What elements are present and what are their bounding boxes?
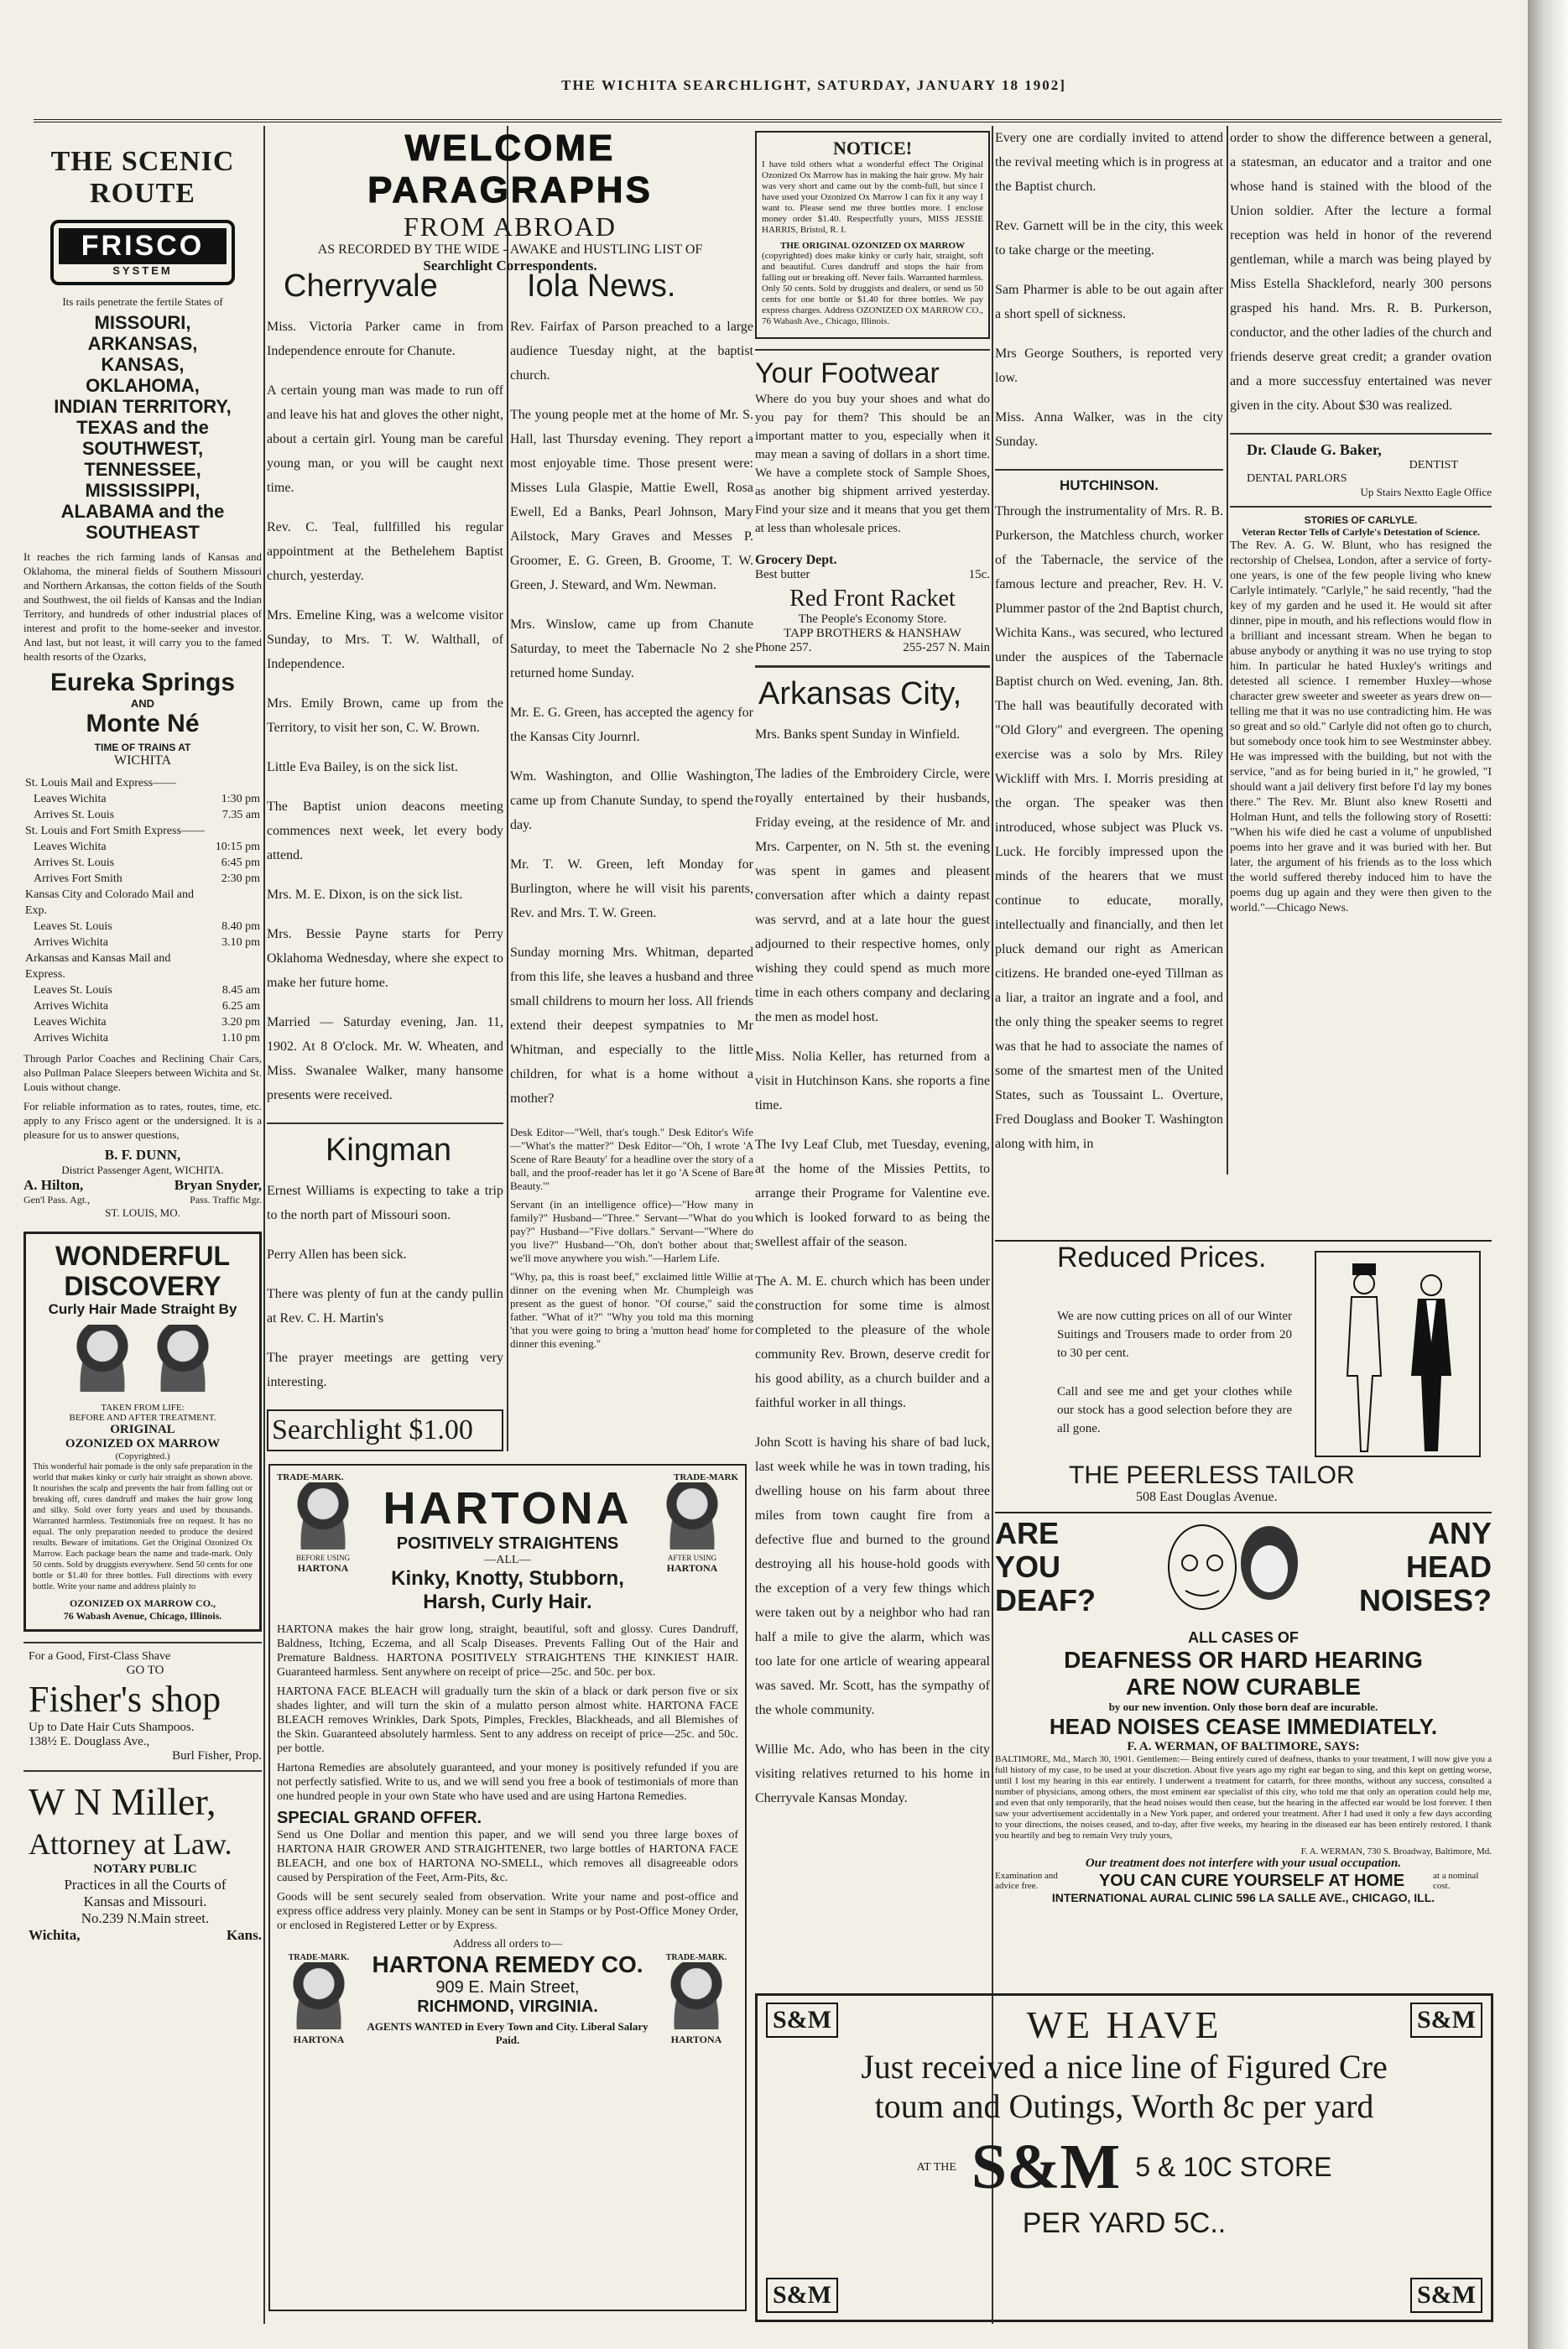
deafness-headline: DEAFNESS OR HARD HEARING [1064,1647,1423,1673]
werman-letter: BALTIMORE, Md., March 30, 1901. Gentlemen:— Being entirely cured of deafness, thanks to your treatment, I will now give you a full history of my case, to be used at your discretion. About five years ago my right ear began to sing, and this kept on getting worse, until I lost my hearing in this ear entirely. I underwent a treatment for catarrh, for three months, without any success, consulted a number of physicians, among others, the most eminent ear specialist of this city, who told me that only an operation could help me, and even that only temporarily, that the head noises would then cease, but the hearing in the affected ear would be lost forever. I then saw your advertisement accidentally in a New York paper, and ordered your treatment. After I had used it only a few days according to your directions, the noises ceased, and to-day, after five weeks, my hearing in the diseased ear has been entirely restored. I thank you heartily and beg to remain Very truly yours, [995,1754,1492,1841]
iola-para: The young people met at the home of Mr. S. Hall, last Thursday evening. They report a most enjoyable time. Those present were: Misses Lula Glaspie, Mattie Ewell, Rosa Ewell, Ed a Banks, Pearl Johnson, Mary Ailstock, Mary Graves and Messes P. Groomer, E. G. Green, B. Groome, T. W. Green, J. Steward, and Wm. Newman. [510,408,753,592]
sm-logo-corner: S&M [766,2278,838,2313]
before-portrait-image [76,1325,128,1392]
joke: Servant (in an intelligence office)—"How many in family?" Husband—"Three." Servant—"What do you pay?" Husband—"Five dollars." Servant—"Where do you live?" Husband—"Oh, don't bother about that; we'll move anywhere you wish."—Harlem Life. [510,1198,753,1264]
divider [755,349,990,351]
welcome-corr: Searchlight Correspondents. [423,258,597,273]
iola-para: Mrs. Winslow, came up from Chanute Saturday, to meet the Tabernacle No 2 she returned home Sunday. [510,617,753,680]
state-line: OKLAHOMA, [86,375,200,396]
state-line: ARKANSAS, [87,333,198,354]
cherryvale-para: Mrs. Bessie Payne starts for Perry Oklahoma Wednesday, where she expect to make her future home. [267,927,503,990]
officials [23,1177,262,1194]
we-have-title: WE HAVE [1026,2003,1222,2046]
scenic-info: For reliable information as to rates, routes, time, etc. apply to any Frisco agent or the undersigned. It is a pleasure for us to answer questions, [23,1100,262,1141]
searchlight-price: Searchlight $1.00 [267,1409,503,1451]
column-3 [510,260,753,1435]
state-line: MISSISSIPPI, [85,480,201,501]
curable-headline: ARE NOW CURABLE [1126,1674,1361,1700]
column-rule [263,126,265,2324]
discovery-title-2: DISCOVERY [64,1271,221,1301]
discovery-company: OZONIZED OX MARROW CO., [69,1597,216,1609]
stl: ST. LOUIS, MO. [105,1206,180,1219]
schedule-row: Arrives St. Louis 7.35 am [34,809,260,821]
footwear-ad: Your Footwear Where do you buy your shoes and what do you pay for them? This should be an important matter to you, especially when it may mean a saving of dollars in a short time. We have a complete stock of Sample Shoes, as another big shipment arrived yesterday. Find your size and it means that you get them at less than wholesale prices. Grocery Dept. Best butter 15c. Red Front Racket The People's Economy Store. TAPP BROTHERS & HANSHAW Phone 257. 255-257 N. Main [755,357,990,654]
state-line: INDIAN TERRITORY, [54,396,232,417]
cherryvale-para: Mrs. M. E. Dixon, is on the sick list. [267,888,463,902]
taken-from-life: TAKEN FROM LIFE: [101,1403,185,1413]
we-have-line1: Just received a nice line of Figured Cre [861,2048,1388,2086]
miller-states: Kansas and Missouri. [83,1893,207,1909]
through-cars: Through Parlor Coaches and Reclining Chair Cars, also Pullman Palace Sleepers between Wichita and St. Louis without change. [23,1052,262,1093]
state-line: TEXAS and the [76,417,209,438]
fisher-goto: GO TO [126,1664,164,1677]
masthead: THE WICHITA SEARCHLIGHT, SATURDAY, JANUARY 18 1902] [561,77,1066,93]
state-line: TENNESSEE, [84,459,201,480]
before-after-portraits [33,1325,253,1396]
snyder-title: Pass. Traffic Mgr. [190,1194,262,1206]
arkansas-para: Mrs. Banks spent Sunday in Winfield. [755,727,960,742]
divider [23,1642,262,1643]
kingman-para: There was plenty of fun at the candy pullin at Rev. C. H. Martin's [267,1287,503,1326]
hartona-company: HARTONA REMEDY CO. [372,1951,643,1977]
hartona-top: BEFORE USING HARTONA HARTONA POSITIVELY STRAIGHTENS —ALL— Kinky, Knotty, Stubborn, Harsh, Curly Hair. AFTER USING HARTONA [295,1483,718,1613]
divider [755,665,990,668]
cherryvale-para: A certain young man was made to run off and leave his hat and gloves the other night, about a certain girl. Young man be careful young man, or you will be caught next time. [267,383,503,495]
schedule-row: St. Louis Mail and Express—— [25,777,177,789]
cherryvale-para: Little Eva Bailey, is on the sick list. [267,760,458,774]
col5-para: Sam Pharmer is able to be out again after a short spell of sickness. [995,283,1223,321]
fisher-name: Fisher's shop [29,1679,221,1720]
fisher-address: 138½ E. Douglass Ave., [29,1735,150,1748]
miller-name: W N Miller, [29,1780,216,1823]
we-have-ad [755,1993,1493,2322]
sm-logo-corner: S&M [766,2003,838,2038]
schedule-row: Leaves Wichita 3.20 pm [34,1016,260,1029]
cherryvale-para: Rev. C. Teal, fullfilled his regular appointment at the Bethelehem Baptist church, yesterday. [267,520,503,583]
hutchinson-para: Through the instrumentality of Mrs. R. B. Purkerson, the Matchless church, worker of the Tabernacle, the service of the famous lecture and preacher, Rev. H. V. Plummer pastor of the 2nd Baptist church, Wichita Kans., was secured, who lectured under the auspices of the Tabernacle Baptist church on Wed. evening, Jan. 8th. The hall was beautifully decorated with "Old Glory" and evergreen. The opening exercise was a solo by Mrs. Riley Wickliff with Mrs. I. Morris presiding at the organ. The speaker was then introduced, whose subject was Pluck vs. Luck. He forcibly impressed upon the minds of the hearers that we must continue to educate, morally, intellectually and financially, and then let pluck demand our right as American citizens. He branded one-eyed Tillman as a liar, a traitor an ingrate and a fool, and the only thing the speaker seems to regret was that he had to associate the names of some of the smartest men of the United States, such as Toussaint L. Overture, Fred Douglass and Booker T. Washington along with him, in [995,504,1223,1151]
notice-ad [755,131,990,339]
we-have-line2: toum and Outings, Worth 8c per yard [874,2087,1374,2125]
state-line: SOUTHWEST, [81,438,204,459]
hartona-trademarks: TRADE-MARK. TRADE-MARK [277,1472,738,1482]
frisco-logo-text: FRISCO [59,228,227,264]
notice-title: NOTICE! [832,138,913,159]
joke: Desk Editor—"Well, that's tough." Desk Editor's Wife—"What's the matter?" Desk Editor—"Oh, I wrote 'A Scene of Rare Beauty' for a headline over the story of a ball, and the proof-reader has let it go 'A Scene of Bare Beauty.'" [510,1126,753,1192]
hartona-ad: TRADE-MARK. TRADE-MARK BEFORE USING HARTONA HARTONA POSITIVELY STRAIGHTENS —ALL— Kinky, Knotty, Stubborn, Harsh, Curly Hair. AFTER USING HARTONA HARTONA makes the hair grow long, straight, beautiful, soft and glossy. Cures Dandruff, Baldness, Itching, Eczema, and all Scalp Diseases. Prevents Falling Out of the Hair and Premature Baldness. HARTONA POSITIVELY STRAIGHTENS THE KINKIEST HAIR. Guaranteed harmless. Sent anywhere on receipt of price—25c. and 50c. per box. HARTONA FACE BLEACH will gradually turn the skin of a black or dark person five or six shades lighter, and will turn the skin of a mulatto person almost white. HARTONA FACE BLEACH removes Wrinkles, Dark Spots, Pimples, Freckles, Blackheads, and all Blemishes of the Skin. Guaranteed absolutely harmless. Sent to any address on receipt of price—25c. and 50c. per bottle. Hartona Remedies are absolutely guaranteed, and your money is positively refunded if you are not perfectly satisfied. Write to us, and we will send you free a book of testimonials of more than one hundred people in your own State who have used and are using Hartona Remedies. SPECIAL GRAND OFFER. Send us One Dollar and mention this paper, and we will send you three large boxes of HARTONA HAIR GROWER AND STRAIGHTENER, two large bottles of HARTONA FACE BLEACH, and one box of HARTONA NO-SMELL, which removes all disagreeable odors caused by Perspiration of the Feet, Arm-Pits, &c. Goods will be sent securely sealed from observation. Write your name and post-office and express office address very plainly. Money can be sent in Stamps or by Post-Office Money Order, or enclosed in Registered Letter or by Express. Address all orders to— TRADE-MARK. HARTONA HARTONA REMEDY CO. 909 E. Main Street, RICHMOND, VIRGINIA. AGENTS WANTED in Every Town and City. Liberal Salary Paid. TRADE-MARK. HARTONA [268,1464,747,2311]
hartona-title: HARTONA [383,1483,633,1534]
clinic-address: INTERNATIONAL AURAL CLINIC 596 LA SALLE AVE., CHICAGO, ILL. [1051,1891,1435,1904]
arkansas-para: Miss. Nolia Keller, has returned from a visit in Hutchinson Kans. she roports a fine time. [755,1049,990,1112]
divider [1230,506,1492,508]
schedule-row: Leaves St. Louis 8.45 am [34,984,260,997]
welcome-from: FROM ABROAD [403,211,617,242]
footwear-title: Your Footwear [755,357,940,389]
schedule-row: St. Louis and Fort Smith Express—— [25,825,205,837]
hartona-bottom: TRADE-MARK. HARTONA HARTONA REMEDY CO. 909 E. Main Street, RICHMOND, VIRGINIA. AGENTS WANTED in Every Town and City. Liberal Salary Paid. TRADE-MARK. HARTONA [288,1951,727,2046]
kingman-title: Kingman [326,1133,451,1168]
cure-home-line: Examination and advice free. YOU CAN CURE YOURSELF AT HOME at a nominal cost. [995,1871,1479,1891]
dental-location: Up Stairs Nextto Eagle Office [1360,486,1492,498]
arkansas-para: Willie Mc. Ado, who has been in the city visiting relatives returned to his home in Cherryvale Kansas Monday. [755,1742,990,1805]
schedule-row: Arkansas and Kansas Mail and Express. [25,952,171,981]
column-2 [267,260,503,1451]
column-5 [995,126,1223,1158]
store-name: 5 & 10C STORE [1135,2152,1332,2182]
notice-body2: (copyrighted) does make kinky or curly hair, straight, soft and beautiful. Cures dandruff and stops the hair from falling out or breaking off. Never fails. Warranted harmless. Only 50 cents. Sold by druggists and dealers, or send us 50 cents for one bottle or $1.40 for three bottles. We pay express charges. Address OZONIZED OX MARROW CO., 76 Wabash Ave., Chicago, Illinois. [762,251,983,326]
monte-ne: Monte Né [86,710,200,737]
fisher-services: Up to Date Hair Cuts Shampoos. [29,1721,195,1734]
sm-logo-corner: S&M [1410,2278,1482,2313]
frisco-system: SYSTEM [112,264,173,277]
column-4 [755,126,990,1938]
deaf-top [995,1517,1492,1626]
state-line: SOUTHEAST [86,522,200,543]
miller-address: No.239 N.Main street. [81,1910,210,1926]
col5-para: Mrs George Southers, is reported very low. [995,346,1223,385]
sm-logo-corner: S&M [1410,2003,1482,2038]
arkansas-para: The ladies of the Embroidery Circle, were royally entertained by their husbands, Friday eveing, at the residence of Mr. and Mrs. Carpenter, on N. 5th st. the evening was spent in games and pleasent conversation after which a dainty repast was servrd, and at a late hour the guest adjourned to their respective homes, only wishing they could spend as much more time in each others company and declaring the men as model host. [755,767,990,1024]
dentist-title: DENTIST [1409,459,1458,471]
scenic-route-ad [23,146,262,1220]
dentist-name: Dr. Claude G. Baker, [1247,441,1382,458]
fisher-prop: Burl Fisher, Prop. [172,1749,262,1763]
state-line: ALABAMA and the [60,501,225,522]
reduced-prices-ad [995,1240,1492,1513]
noises-cease: HEAD NOISES CEASE IMMEDIATELY. [1049,1714,1438,1739]
red-front-racket: Red Front Racket [789,586,956,612]
cherryvale-para: Mrs. Emily Brown, came up from the Territory, to visit her son, C. W. Brown. [267,696,503,735]
divider [1230,433,1492,435]
before-using-image [297,1482,349,1550]
schedule-row: Leaves Wichita 1:30 pm [34,793,260,805]
iola-title: Iola News. [527,268,676,304]
iola-para: Mr. E. G. Green, has accepted the agency for the Kansas City Journrl. [510,706,753,744]
notice-body: I have told others what a wonderful effect The Original Ozonized Ox Marrow has in making the hair grow. My hair was very short and came out by the comb-full, but since I have used your Ozonized Ox Marrow I can fix it any way I want to. Please send me three bottles more. I enclose money order $1.40. Respectfully yours, MISS JESSIE HARRIS, Bristol, R. I. [762,159,983,235]
schedule-row: Arrives St. Louis 6:45 pm [34,857,260,869]
hilton-name: A. Hilton, [23,1177,84,1193]
we-have-price: PER YARD 5C.. [1022,2207,1227,2239]
schedule-row: Leaves St. Louis 8.40 pm [34,920,260,933]
hartona-body1: HARTONA makes the hair grow long, straight, beautiful, soft and glossy. Cures Dandruff, Baldness, Itching, Eczema, and all Scalp Diseases. Prevents Falling Out of the Hair and Premature Baldness. HARTONA POSITIVELY STRAIGHTENS THE KINKIEST HAIR. Guaranteed harmless. Sent anywhere on receipt of price—25c. and 50c. per box. [277,1623,738,1679]
reduced-body1: We are now cutting prices on all of our Winter Suitings and Trousers made to order from 20 to 30 per cent. [1057,1310,1292,1360]
miller-ad [23,1779,262,1944]
reduced-body2: Call and see me and get your clothes while our stock has a good selection before they are all gone. [1057,1385,1292,1435]
notice-headline: THE ORIGINAL OZONIZED OX MARROW [779,241,966,251]
butter-line: Best butter 15c. [755,568,990,581]
train-schedule [23,775,262,1046]
col5-para: Rev. Garnett will be in the city, this week to take charge or the meeting. [995,219,1223,258]
cherryvale-para: Mrs. Emeline King, was a welcome visitor Sunday, to Mrs. T. W. Walthall, of Independence. [267,608,503,671]
divider [23,1770,262,1772]
before-using-image-2 [293,1962,345,2029]
after-using-image [666,1482,718,1550]
eureka-springs: Eureka Springs [49,669,236,696]
schedule-row: Arrives Wichita 1.10 pm [34,1032,260,1044]
scenic-body: It reaches the rich farming lands of Kansas and Oklahoma, the mineral fields of Southern Missouri and Northern Arkansas, the cotton fields of the South and Southwest, the oil fields of Kansas and the Indian Territory, and hundreds of other industrial places of interest and profit to the home-seeker and investor. And last, but not least, it will carry you to the famed health resorts of the Ozarks, [23,550,262,663]
divider [995,469,1223,471]
kingman-para: Ernest Williams is expecting to take a trip to the north part of Missouri soon. [267,1184,503,1222]
schedule-row: Arrives Fort Smith 2:30 pm [34,872,260,885]
rails-intro: Its rails penetrate the fertile States of [62,295,223,308]
agent-name: B. F. DUNN, [104,1147,181,1163]
scenic-title: THE SCENIC ROUTE [50,146,235,209]
time-city: WICHITA [113,753,172,768]
time-title: TIME OF TRAINS AT [94,742,191,753]
miller-state: Kans. [226,1927,262,1943]
schedule-row: Arrives Wichita 3.10 pm [34,936,260,949]
sm-logo-large: S&M [971,2132,1121,2202]
hilton-title: Gen'l Pass. Agt., [23,1194,91,1206]
hartona-body3: Hartona Remedies are absolutely guaranteed, and your money is positively refunded if you are not perfectly satisfied. Write to us, and we will send you free a book of testimonials of more than one hundred people in your own State who have used and are using Hartona Remedies. [277,1762,738,1803]
hutchinson-title: HUTCHINSON. [1059,477,1159,493]
col6-para: order to show the difference between a general, a statesman, an educator and a traitor and one whose hand is stained with the blood of the Union soldier. After the lecture a formal reception was held in honor of the reverend gentleman, while a march was being played by Miss Estella Shackleford, nearly 300 persons grasped his hand. Mrs. R. B. Purkerson, conductor, and the other ladies of the church and friends deserve great credit; a grander ovation and a more successfuy entertained was never given in the city. About $30 was realized. [1230,131,1492,413]
cherryvale-para: Married — Saturday evening, Jan. 11, 1902. At 8 O'clock. Mr. W. Wheaten, and Miss. Swanalee Walker, many hansome presents were received. [267,1015,503,1102]
schedule-row: Leaves Wichita 10:15 pm [34,841,260,853]
discovery-original: ORIGINAL [110,1423,175,1436]
tailor-address: 508 East Douglas Avenue. [1136,1490,1278,1504]
hartona-special: SPECIAL GRAND OFFER. [277,1809,482,1827]
state-line: MISSOURI, [94,312,191,333]
cherryvale-para: The Baptist union deacons meeting commences next week, let every body attend. [267,799,503,862]
before-after-label: BEFORE AND AFTER TREATMENT. [69,1413,216,1423]
miller-city-line [29,1927,262,1944]
agent-title: District Passenger Agent, WICHITA. [61,1164,224,1176]
column-6 [1230,126,1492,1158]
hartona-body2: HARTONA FACE BLEACH will gradually turn the skin of a black or dark person five or six shades lighter, and will turn the skin of a mulatto person almost white. HARTONA FACE BLEACH removes Wrinkles, Dark Spots, Pimples, Freckles, Blackheads, and all Blemishes of the Skin. Guaranteed absolutely harmless. Sent to any address on receipt of price—25c. and 50c. per bottle. [277,1685,738,1755]
welcome-header [267,128,753,274]
deaf-man-woman-image [1143,1517,1311,1626]
footwear-body: Where do you buy your shoes and what do you pay for them? This should be an important matter to you, especially when it may mean a saving of dollars in a short time. We have a complete stock of Sample Shoes, as another big shipment arrived yesterday. Find your size and it means that you get them at less than wholesale prices. [755,393,990,535]
states-list [23,312,262,543]
state-line: KANSAS, [101,354,185,375]
schedule-row: Kansas City and Colorado Mail and Exp. [25,888,195,917]
fisher-line1: For a Good, First-Class Shave [29,1650,171,1663]
official-titles [23,1194,262,1206]
miller-city: Wichita, [29,1927,81,1943]
col5-para: Miss. Anna Walker, was in the city Sunday. [995,410,1223,449]
arkansas-para: John Scott is having his share of bad luck, last week while he was in town trading, his dwelling house on his farm about three miles from town caught fire from a defective flue and burned to the ground destroying all his house-hold goods with the exception of a very few things which were taken out by a neighbor who had ran half a mile to give the alarm, which was too late for one article of wearing appearal was saved. Mr. Scott, has the sympathy of the whole community. [755,1435,990,1717]
carlyle-sub: Veteran Rector Tells of Carlyle's Detestation of Science. [1242,526,1480,538]
frisco-logo [50,220,235,285]
carlyle-title: STORIES OF CARLYLE. [1304,514,1418,526]
deaf-ad: ARE YOU DEAF? ANY HEAD NOISES? ALL CASES OF DEAFNESS OR HARD HEARING ARE NOW CURABLE by our new invention. Only those born deaf are incurable. HEAD NOISES CEASE IMMEDIATELY. F. A. WERMAN, OF BALTIMORE, SAYS: BALTIMORE, Md., March 30, 1901. Gentlemen:— Being entirely cured of deafness, thanks to your treatment, I will now give you a full history of my case, to be used at your discretion. About five years ago my right ear began to sing, and this kept on getting worse, until I lost my hearing in this ear entirely. I underwent a treatment for catarrh, for three months, without any success, consulted a number of physicians, among others, the most eminent ear specialist of this city, who told me that only an operation could help me, and even that only temporarily, that the head noises would then cease, but the hearing in the affected ear would be lost forever. I then saw your advertisement accidentally in a New York paper, and ordered your treatment. After I had used it only a few days according to your directions, the noises ceased, and to-day, after five weeks, my hearing in the diseased ear has been entirely restored. I thank you heartily and beg to remain Very truly yours, F. A. WERMAN, 730 S. Broadway, Baltimore, Md. Our treatment does not interfere with your usual occupation. Examination and advice free. YOU CAN CURE YOURSELF AT HOME at a nominal cost. INTERNATIONAL AURAL CLINIC 596 LA SALLE AVE., CHICAGO, ILL. [995,1517,1492,1904]
deaf-right-words: ANY HEAD NOISES? [1358,1517,1492,1617]
hartona-goods: Goods will be sent securely sealed from observation. Write your name and post-office and express office address very plainly. Money can be sent in Stamps or by Post-Office Money Order, or enclosed in Registered Letter or by Express. [277,1891,738,1932]
hartona-harsh: Harsh, Curly Hair. [423,1591,592,1613]
cherryvale-title: Cherryvale [284,268,438,304]
snyder-name: Bryan Snyder, [174,1177,262,1193]
fisher-shop-ad [23,1650,262,1763]
carlyle-body: The Rev. A. G. W. Blunt, who has resigned the rectorship of Chelsea, London, after a service of forty-one years, is one of the few people living who knew Carlyle intimately. "Carlyle," he said recently, "had the key of my garden and he used it. He would sit after dinner, pipe in mouth, and his reflections would flow in a brilliant and incessant stream. When he began to abuse anybody or anything it was no use trying to stop him. In particular he hated Huxley's writings and detested all science. I remember Huxley—whose character grew sweeter and sweeter as years drew on—telling me that it was no use contradicting him. He was so great and so old." Carlyle did not often go to church, but somebody once took him to see Westminster abbey. He was impressed with the building, but not with the service, "and as for being buried in it," he growled, "I should want a jail delivery first before I'd lay my bones there." The Rev. Mr. Blunt also knew Rosetti and Holman Hunt, and tells the following story of Rosetti: "When his wife died he cast a volume of unpublished poems into her grave and it was buried with her. But later, the argument of his friends as to the loss which the world suffered thereby induced him to have the poems dug up again and they were then given to the world."—Chicago News. [1230,539,1492,914]
iola-para: Rev. Fairfax of Parson preached to a large audience Tuesday night, at the baptist church. [510,320,753,383]
welcome-title: WELCOME PARAGRAPHS [367,128,653,211]
grocery-dept: Grocery Dept. [755,553,837,567]
arkansas-para: The A. M. E. church which has been under construction for some time is almost completed to the pleasure of the whole community Rev. Brown, deserve credit for his good ability, as a church builder and a faithful worker in all things. [755,1274,990,1410]
column-rule [507,126,508,1451]
arkansas-para: The Ivy Leaf Club, met Tuesday, evening, at the home of the Missies Pettits, to arrange their Programe for Valentine eve. which is looked forward to as being the swellest affair of the season. [755,1138,990,1249]
kingman-para: Perry Allen has been sick. [267,1247,407,1262]
dental-parlors: DENTAL PARLORS [1247,472,1347,485]
arkansas-title: Arkansas City, [758,676,962,711]
dentist-ad [1230,441,1492,499]
welcome-as-recorded: AS RECORDED BY THE WIDE - AWAKE and HUSTLING LIST OF [317,242,703,257]
kingman-para: The prayer meetings are getting very interesting. [267,1351,503,1389]
hartona-offer: Send us One Dollar and mention this paper, and we will send you three large boxes of HARTONA HAIR GROWER AND STRAIGHTENER, two large bottles of HARTONA FACE BLEACH, and one box of HARTONA NO-SMELL, which removes all disagreeable odors caused by Perspiration of the Feet, Arm-Pits, &c. [277,1829,738,1884]
we-have-store-line: AT THE S&M 5 & 10C STORE [916,2132,1332,2202]
miller-practices: Practices in all the Courts of [64,1877,227,1893]
masthead-rule [34,119,1502,122]
discovery-copyrighted: (Copyrighted.) [115,1451,170,1461]
discovery-body: This wonderful hair pomade is the only safe preparation in the world that makes kinky or curly hair straight as shown above. It nourishes the scalp and prevents the hair from falling out or breaking off, cures dandruff and makes the hair grow long and silky. Sold over forty years and used by thousands. Warranted harmless. Testimonials free on request. It has no equal. The only preparation needed to produce the desired results. Beware of imitations. Get the Original Ozonized Ox Marrow. Each package bears the name and trade-mark. Only 50 cents. Sold by druggists everywhere. Send 50 cents for one bottle or $1.40 for three bottles. Full directions with every bottle. Write your name and address plainly to [33,1462,253,1591]
footwear-contact: Phone 257. 255-257 N. Main [755,641,990,654]
hartona-kinky: Kinky, Knotty, Stubborn, [391,1567,624,1590]
miller-notary: NOTARY PUBLIC [93,1862,197,1876]
deaf-left-words: ARE YOU DEAF? [995,1517,1096,1617]
after-portrait-image [157,1325,209,1392]
discovery-product: OZONIZED OX MARROW [65,1437,221,1451]
iola-para: Sunday morning Mrs. Whitman, departed from this life, she leaves a husband and three small childrens to mourn her loss. All friends extend their deepest sympatnies to Mr Whitman, and especially to the little children, for what is a home without a mother? [510,945,753,1106]
after-using-image-2 [670,1962,722,2029]
schedule-row: Arrives Wichita 6.25 am [34,1000,260,1013]
miller-title: Attorney at Law. [29,1827,232,1861]
discovery-sub: Curly Hair Made Straight By [48,1301,237,1317]
column-1 [23,126,262,1944]
discovery-title-1: WONDERFUL [55,1241,230,1271]
col5-para: Every one are cordially invited to attend the revival meeting which is in progress at the Baptist church. [995,131,1223,194]
and-label: AND [130,697,155,710]
divider [267,1122,503,1124]
iola-para: Mr. T. W. Green, left Monday for Burlington, where he will visit his parents, Rev. and Mrs. T. W. Green. [510,857,753,920]
reduced-title: Reduced Prices. [1057,1242,1267,1273]
column-rule [1227,126,1228,1174]
cherryvale-para: Miss. Victoria Parker came in from Independence enroute for Chanute. [267,320,503,358]
page-edge-shadow [1528,0,1568,2349]
wonderful-discovery-ad [23,1232,262,1632]
iola-para: Wm. Washington, and Ollie Washington, came up from Chanute Sunday, to spend the day. [510,769,753,832]
tailor-figures-image [1314,1250,1482,1458]
discovery-address: 76 Wabash Avenue, Chicago, Illinois. [63,1610,222,1622]
joke: "Why, pa, this is roast beef," exclaimed little Willie at dinner on the evening when Mr. Chumpleigh was present as the guest of honor. "Of course," said the father. "What of it?" "Why you told ma this morning 'that you were going to bring a 'mutton head' home for dinner this evening." [510,1270,753,1350]
peerless-tailor: THE PEERLESS TAILOR [1069,1461,1355,1489]
hartona-positively: POSITIVELY STRAIGHTENS [396,1534,619,1553]
